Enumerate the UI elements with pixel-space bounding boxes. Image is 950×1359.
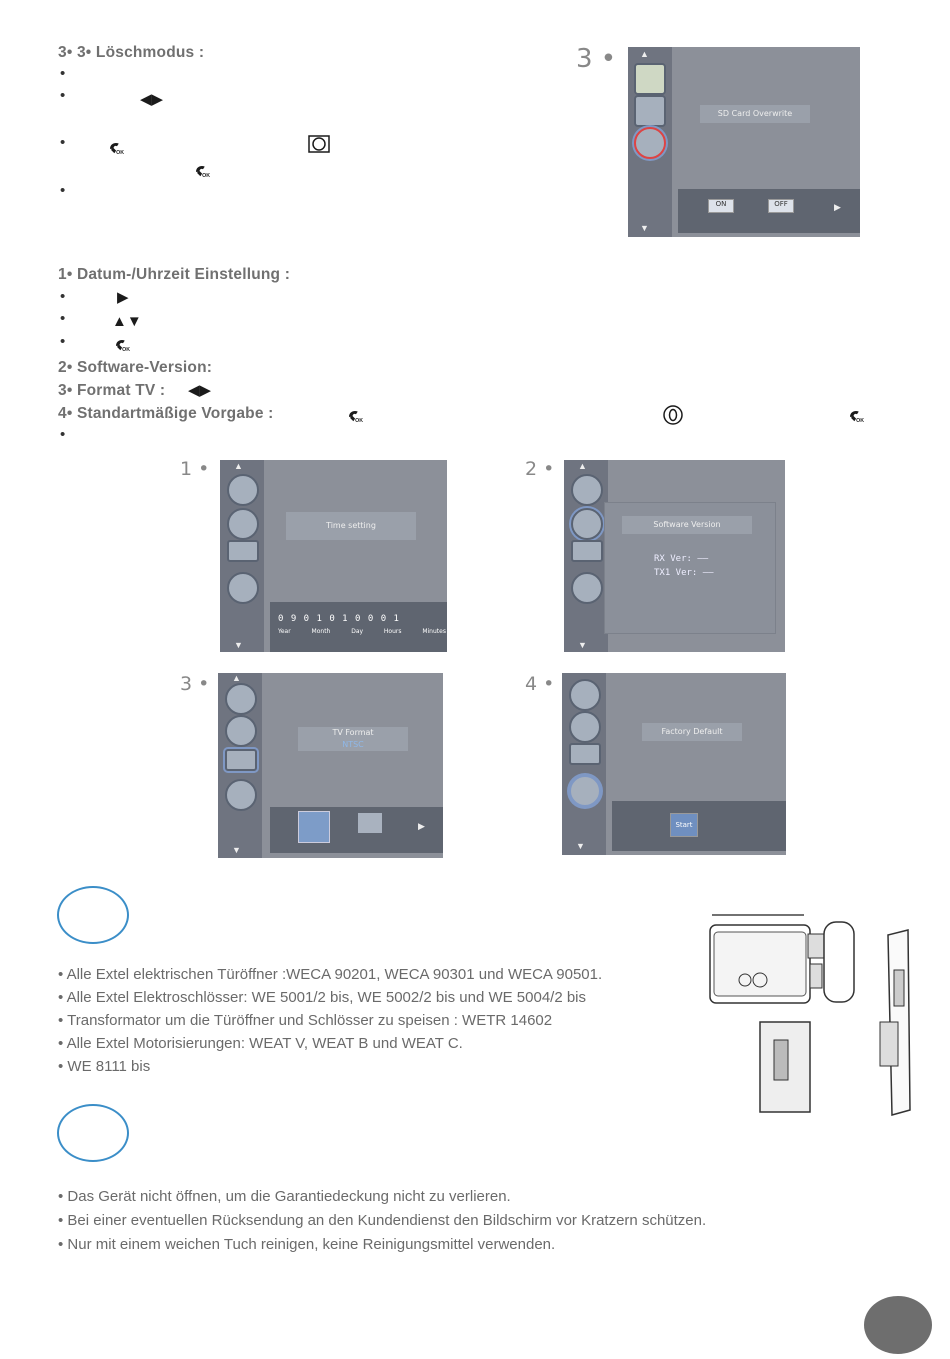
on-button: ON [708, 199, 734, 213]
menu-icon [227, 508, 259, 540]
screen-title: SD Card Overwrite [700, 105, 810, 123]
page-number-badge [864, 1296, 932, 1354]
list-item: • Alle Extel Elektroschlösser: WE 5001/2 bis, WE 5002/2 bis und WE 5004/2 bis [58, 989, 587, 1006]
time-bar [270, 602, 447, 652]
erase-mode-heading: 3• 3• Löschmodus : [58, 44, 205, 61]
menu-icon [569, 711, 601, 743]
bullet: • [60, 134, 66, 151]
bullet: • [60, 333, 66, 350]
software-version-heading: 2• Software-Version: [58, 359, 213, 376]
screen-label: 4 • [525, 673, 555, 695]
menu-icon [569, 743, 601, 765]
screen-label: 3 • [180, 673, 210, 695]
format-option-selected [298, 811, 330, 843]
ok-phone-icon [848, 409, 866, 423]
menu-icon [225, 715, 257, 747]
play-right-icon: ▶ [117, 289, 129, 306]
screen-title: Time setting [286, 512, 416, 540]
erase-mode-screen: ▲ ▼ SD Card Overwrite ON OFF ▶ [628, 47, 860, 237]
list-item: • Das Gerät nicht öffnen, um die Garantiedeckung nicht zu verlieren. [58, 1188, 511, 1205]
menu-icon [227, 474, 259, 506]
bullet: • [60, 426, 66, 443]
menu-icon [571, 474, 603, 506]
bullet: • [60, 288, 66, 305]
default-icon [569, 775, 601, 807]
power-ring-icon [308, 135, 330, 153]
menu-icon [569, 679, 601, 711]
date-time-heading: 1• Datum-/Uhrzeit Einstellung : [58, 266, 291, 283]
screen-title: Software Version [622, 516, 752, 534]
accessories-list [58, 966, 602, 1081]
ok-phone-icon [114, 338, 132, 352]
list-item: • Bei einer eventuellen Rücksendung an den Kundendienst den Bildschirm vor Kratzern schützen. [58, 1212, 707, 1229]
menu-icon [634, 63, 666, 95]
field-label: Year [278, 628, 291, 635]
factory-default-screen: ▼ Factory Default Start [562, 673, 786, 855]
menu-icon [227, 540, 259, 562]
field-label: Hours [383, 628, 402, 635]
list-item: • Alle Extel Motorisierungen: WEAT V, WEAT B und WEAT C. [58, 1035, 463, 1052]
menu-icon [571, 508, 603, 540]
menu-icon [634, 95, 666, 127]
field-label: Minutes [422, 628, 446, 635]
list-item: • WE 8111 bis [58, 1058, 151, 1075]
screen-label: 2 • [525, 458, 555, 480]
tv-format-screen: ▲ ▼ TV Format NTSC ▶ [218, 673, 443, 858]
menu-icon [571, 540, 603, 562]
screen-title: Factory Default [642, 723, 742, 741]
start-button: Start [670, 813, 698, 837]
left-right-arrows-icon: ◀▶ [188, 382, 212, 399]
bullet: • [60, 87, 66, 104]
ok-phone-icon [347, 409, 365, 423]
time-fields [278, 628, 446, 635]
bullet: • [60, 65, 66, 82]
format-option [358, 813, 382, 833]
software-version-screen: ▲ ▼ Software Version RX Ver: —— TX1 Ver: —— [564, 460, 785, 652]
off-button: OFF [768, 199, 794, 213]
maintenance-list [58, 1188, 706, 1260]
menu-icon [227, 572, 259, 604]
screen-title [298, 727, 408, 751]
tv-format-heading: 3• Format TV : [58, 382, 166, 399]
menu-icon [225, 683, 257, 715]
bullet: • [60, 310, 66, 327]
menu-icon [225, 779, 257, 811]
menu-icon [571, 572, 603, 604]
list-item: • Nur mit einem weichen Tuch reinigen, keine Reinigungsmittel verwenden. [58, 1236, 556, 1253]
screen-label: 3 • [576, 44, 617, 74]
lock-products-illustration [700, 910, 920, 1120]
sd-card-icon [634, 127, 666, 159]
time-setting-screen: ▲ ▼ Time setting 0 9 0 1 0 1 0 0 0 1 Year Month Day Hours Minutes [220, 460, 447, 652]
default-bar [612, 801, 786, 851]
screen-label: 1 • [180, 458, 210, 480]
up-down-arrows-icon: ▲▼ [112, 313, 142, 330]
section-badge-oval [57, 886, 129, 944]
field-label: Day [351, 628, 364, 635]
default-settings-heading: 4• Standartmäßige Vorgabe : [58, 405, 274, 422]
screen-sidebar: ▲ ▼ [628, 47, 672, 237]
camera-ring-icon [662, 404, 684, 426]
bullet: • [60, 182, 66, 199]
tv-format-value: NTSC [342, 740, 364, 749]
ok-phone-icon [194, 164, 212, 178]
rx-version: RX Ver: —— [654, 554, 709, 564]
list-item: • Transformator um die Türöffner und Schlösser zu speisen : WETR 14602 [58, 1012, 553, 1029]
section-badge-oval [57, 1104, 129, 1162]
left-right-arrows-icon: ◀▶ [140, 91, 164, 108]
field-label: Month [311, 628, 331, 635]
tv-format-icon [225, 749, 257, 771]
time-digits: 0 9 0 1 0 1 0 0 0 1 [278, 614, 400, 624]
tx-version: TX1 Ver: —— [654, 568, 714, 578]
tv-format-title: TV Format [332, 728, 374, 737]
list-item: • Alle Extel elektrischen Türöffner :WECA 90201, WECA 90301 und WECA 90501. [58, 966, 603, 983]
ok-phone-icon [108, 141, 126, 155]
